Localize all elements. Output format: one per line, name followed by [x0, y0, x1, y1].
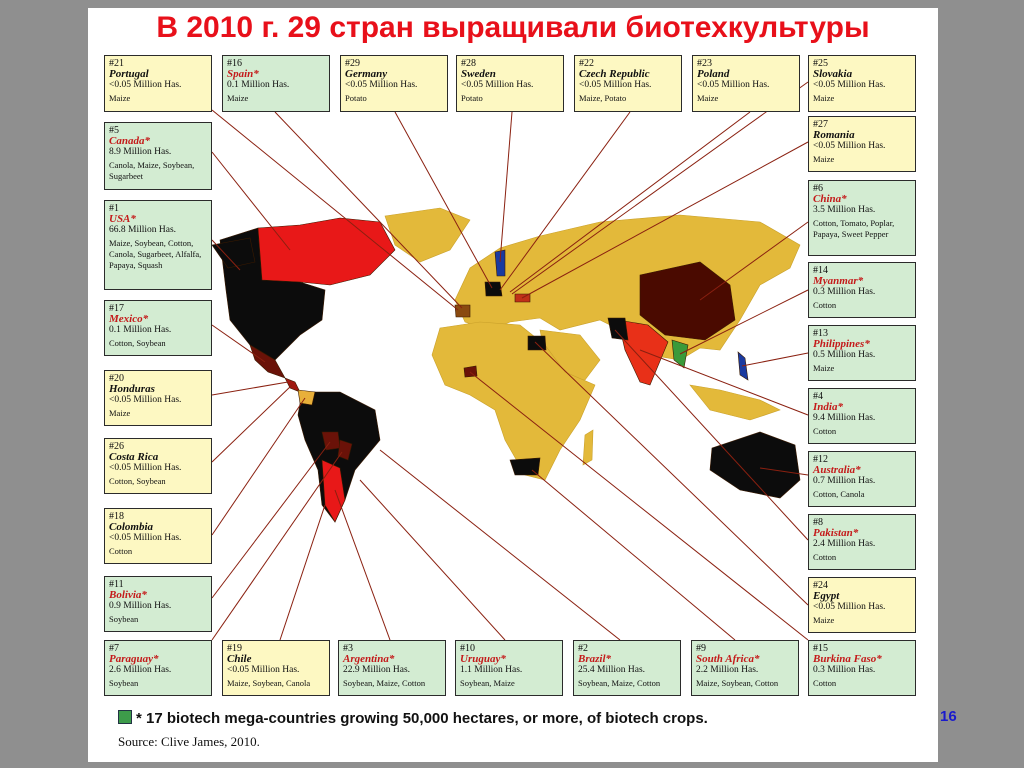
crops-list: Maize	[813, 93, 835, 103]
country-box-mexico	[104, 300, 212, 356]
slide-title: В 2010 г. 29 стран выращивали биотехкультуры	[88, 8, 938, 50]
crops-list: Maize	[813, 154, 835, 164]
crops-list: Cotton	[813, 426, 837, 436]
hectares-value: <0.05 Million Has.	[227, 665, 300, 675]
country-box-chile	[222, 640, 330, 696]
page-number: 16	[940, 708, 957, 725]
country-name: China*	[813, 193, 847, 205]
country-box-myanmar	[808, 262, 916, 318]
hectares-value: 0.3 Million Has.	[813, 287, 876, 297]
country-box-china	[808, 180, 916, 256]
country-name: Bolivia*	[109, 589, 147, 601]
hectares-value: 0.3 Million Has.	[813, 665, 876, 675]
egypt-shape	[528, 336, 546, 350]
rank-label: #2	[578, 643, 588, 654]
country-name: Australia*	[813, 464, 861, 476]
hectares-value: <0.05 Million Has.	[345, 80, 418, 90]
rank-label: #20	[109, 373, 124, 384]
crops-list: Cotton	[109, 546, 133, 556]
hectares-value: 2.6 Million Has.	[109, 665, 172, 675]
country-name: Brazil*	[578, 653, 612, 665]
hectares-value: <0.05 Million Has.	[109, 533, 182, 543]
hectares-value: 9.4 Million Has.	[813, 413, 876, 423]
hectares-value: 8.9 Million Has.	[109, 147, 172, 157]
country-box-bolivia	[104, 576, 212, 632]
country-box-southafrica	[691, 640, 799, 696]
se-asia-islands	[690, 385, 780, 420]
crops-list: Potato	[461, 93, 483, 103]
country-name: Philippines*	[813, 338, 870, 350]
crops-list: Cotton, Soybean	[109, 476, 166, 486]
crops-list: Soybean, Maize, Cotton	[578, 678, 661, 688]
hectares-value: <0.05 Million Has.	[109, 463, 182, 473]
crops-list: Maize	[813, 615, 835, 625]
country-box-costarica	[104, 438, 212, 494]
rank-label: #14	[813, 265, 828, 276]
country-box-philippines	[808, 325, 916, 381]
country-name: Spain*	[227, 68, 259, 80]
burkina-shape	[464, 366, 477, 377]
rank-label: #17	[109, 303, 124, 314]
crops-list: Cotton	[813, 678, 837, 688]
country-name: Paraguay*	[109, 653, 159, 665]
country-name: Sweden	[461, 68, 496, 80]
country-box-egypt	[808, 577, 916, 633]
country-name: South Africa*	[696, 653, 760, 665]
crops-list: Soybean	[109, 614, 139, 624]
rank-label: #18	[109, 511, 124, 522]
country-box-slovakia	[808, 55, 916, 112]
rank-label: #12	[813, 454, 828, 465]
crops-list: Maize, Soybean, Cotton, Canola, Sugarbeet, Alfalfa, Papaya, Squash	[109, 238, 202, 270]
country-name: Germany	[345, 68, 388, 80]
rank-label: #21	[109, 58, 124, 69]
hectares-value: 3.5 Million Has.	[813, 205, 876, 215]
hectares-value: 0.1 Million Has.	[227, 80, 290, 90]
country-name: Poland	[697, 68, 730, 80]
country-box-spain	[222, 55, 330, 112]
crops-list: Maize, Potato	[579, 93, 627, 103]
rank-label: #1	[109, 203, 119, 214]
crops-list: Cotton, Tomato, Poplar, Papaya, Sweet Pepper	[813, 218, 895, 239]
country-box-pakistan	[808, 514, 916, 570]
country-name: Czech Republic	[579, 68, 650, 80]
sweden-shape	[495, 250, 505, 276]
country-box-brazil	[573, 640, 681, 696]
mega-country-swatch	[118, 710, 132, 724]
rank-label: #8	[813, 517, 823, 528]
country-name: Colombia	[109, 521, 154, 533]
colombia-shape	[298, 390, 315, 405]
rank-label: #26	[109, 441, 124, 452]
hectares-value: 2.4 Million Has.	[813, 539, 876, 549]
country-name: Mexico*	[109, 313, 149, 325]
hectares-value: <0.05 Million Has.	[109, 395, 182, 405]
rank-label: #27	[813, 119, 828, 130]
country-box-czech	[574, 55, 682, 112]
rank-label: #6	[813, 183, 823, 194]
country-name: Pakistan*	[813, 527, 859, 539]
rank-label: #22	[579, 58, 594, 69]
country-name: Burkina Faso*	[813, 653, 882, 665]
rank-label: #13	[813, 328, 828, 339]
canada-shape	[258, 218, 395, 285]
country-name: India*	[813, 401, 843, 413]
country-box-portugal	[104, 55, 212, 112]
country-name: Egypt	[813, 590, 840, 602]
country-box-honduras	[104, 370, 212, 426]
hectares-value: 2.2 Million Has.	[696, 665, 759, 675]
hectares-value: 22.9 Million Has.	[343, 665, 411, 675]
country-name: Chile	[227, 653, 252, 665]
rank-label: #16	[227, 58, 242, 69]
crops-list: Maize	[227, 93, 249, 103]
madagascar-shape	[583, 430, 593, 465]
country-box-usa	[104, 200, 212, 290]
country-box-india	[808, 388, 916, 444]
hectares-value: <0.05 Million Has.	[697, 80, 770, 90]
hectares-value: 0.1 Million Has.	[109, 325, 172, 335]
crops-list: Cotton	[813, 300, 837, 310]
country-name: Honduras	[109, 383, 155, 395]
hectares-value: 0.7 Million Has.	[813, 476, 876, 486]
hectares-value: <0.05 Million Has.	[813, 80, 886, 90]
rank-label: #11	[109, 579, 124, 590]
legend-text: * 17 biotech mega-countries growing 50,000 hectares, or more, of biotech crops.	[136, 710, 708, 727]
crops-list: Maize	[109, 93, 131, 103]
rank-label: #29	[345, 58, 360, 69]
country-box-poland	[692, 55, 800, 112]
hectares-value: 66.8 Million Has.	[109, 225, 177, 235]
country-box-burkina	[808, 640, 916, 696]
rank-label: #19	[227, 643, 242, 654]
crops-list: Cotton	[813, 552, 837, 562]
country-name: Canada*	[109, 135, 150, 147]
country-box-germany	[340, 55, 448, 112]
country-box-uruguay	[455, 640, 563, 696]
country-box-argentina	[338, 640, 446, 696]
crops-list: Soybean, Maize	[460, 678, 515, 688]
country-name: Uruguay*	[460, 653, 506, 665]
crops-list: Maize	[697, 93, 719, 103]
pakistan-shape	[608, 318, 628, 340]
crops-list: Canola, Maize, Soybean, Sugarbeet	[109, 160, 195, 181]
country-name: USA*	[109, 213, 136, 225]
rank-label: #7	[109, 643, 119, 654]
country-name: Slovakia	[813, 68, 853, 80]
crops-list: Cotton, Soybean	[109, 338, 166, 348]
crops-list: Soybean, Maize, Cotton	[343, 678, 426, 688]
hectares-value: <0.05 Million Has.	[461, 80, 534, 90]
crops-list: Maize, Soybean, Canola	[227, 678, 311, 688]
rank-label: #10	[460, 643, 475, 654]
country-box-colombia	[104, 508, 212, 564]
hectares-value: 1.1 Million Has.	[460, 665, 523, 675]
rank-label: #15	[813, 643, 828, 654]
hectares-value: <0.05 Million Has.	[813, 602, 886, 612]
greenland-shape	[385, 208, 470, 262]
country-box-paraguay	[104, 640, 212, 696]
rank-label: #9	[696, 643, 706, 654]
hectares-value: <0.05 Million Has.	[109, 80, 182, 90]
country-box-sweden	[456, 55, 564, 112]
rank-label: #4	[813, 391, 823, 402]
hectares-value: 25.4 Million Has.	[578, 665, 646, 675]
source-citation: Source: Clive James, 2010.	[118, 734, 260, 749]
hectares-value: 0.9 Million Has.	[109, 601, 172, 611]
country-box-australia	[808, 451, 916, 507]
hectares-value: <0.05 Million Has.	[579, 80, 652, 90]
crops-list: Maize	[109, 408, 131, 418]
rank-label: #3	[343, 643, 353, 654]
country-name: Myanmar*	[813, 275, 864, 287]
crops-list: Cotton, Canola	[813, 489, 865, 499]
hectares-value: <0.05 Million Has.	[813, 141, 886, 151]
germany-shape	[485, 282, 502, 296]
crops-list: Maize, Soybean, Cotton	[696, 678, 779, 688]
crops-list: Potato	[345, 93, 367, 103]
crops-list: Maize	[813, 363, 835, 373]
spain-shape	[455, 305, 470, 317]
country-box-canada	[104, 122, 212, 190]
rank-label: #25	[813, 58, 828, 69]
rank-label: #5	[109, 125, 119, 136]
rank-label: #24	[813, 580, 828, 591]
australia-shape	[710, 432, 800, 498]
country-name: Argentina*	[343, 653, 395, 665]
country-name: Romania	[813, 129, 855, 141]
rank-label: #28	[461, 58, 476, 69]
country-name: Portugal	[109, 68, 149, 80]
country-box-romania	[808, 116, 916, 172]
rank-label: #23	[697, 58, 712, 69]
country-name: Costa Rica	[109, 451, 159, 463]
legend	[118, 710, 708, 727]
hectares-value: 0.5 Million Has.	[813, 350, 876, 360]
crops-list: Soybean	[109, 678, 139, 688]
